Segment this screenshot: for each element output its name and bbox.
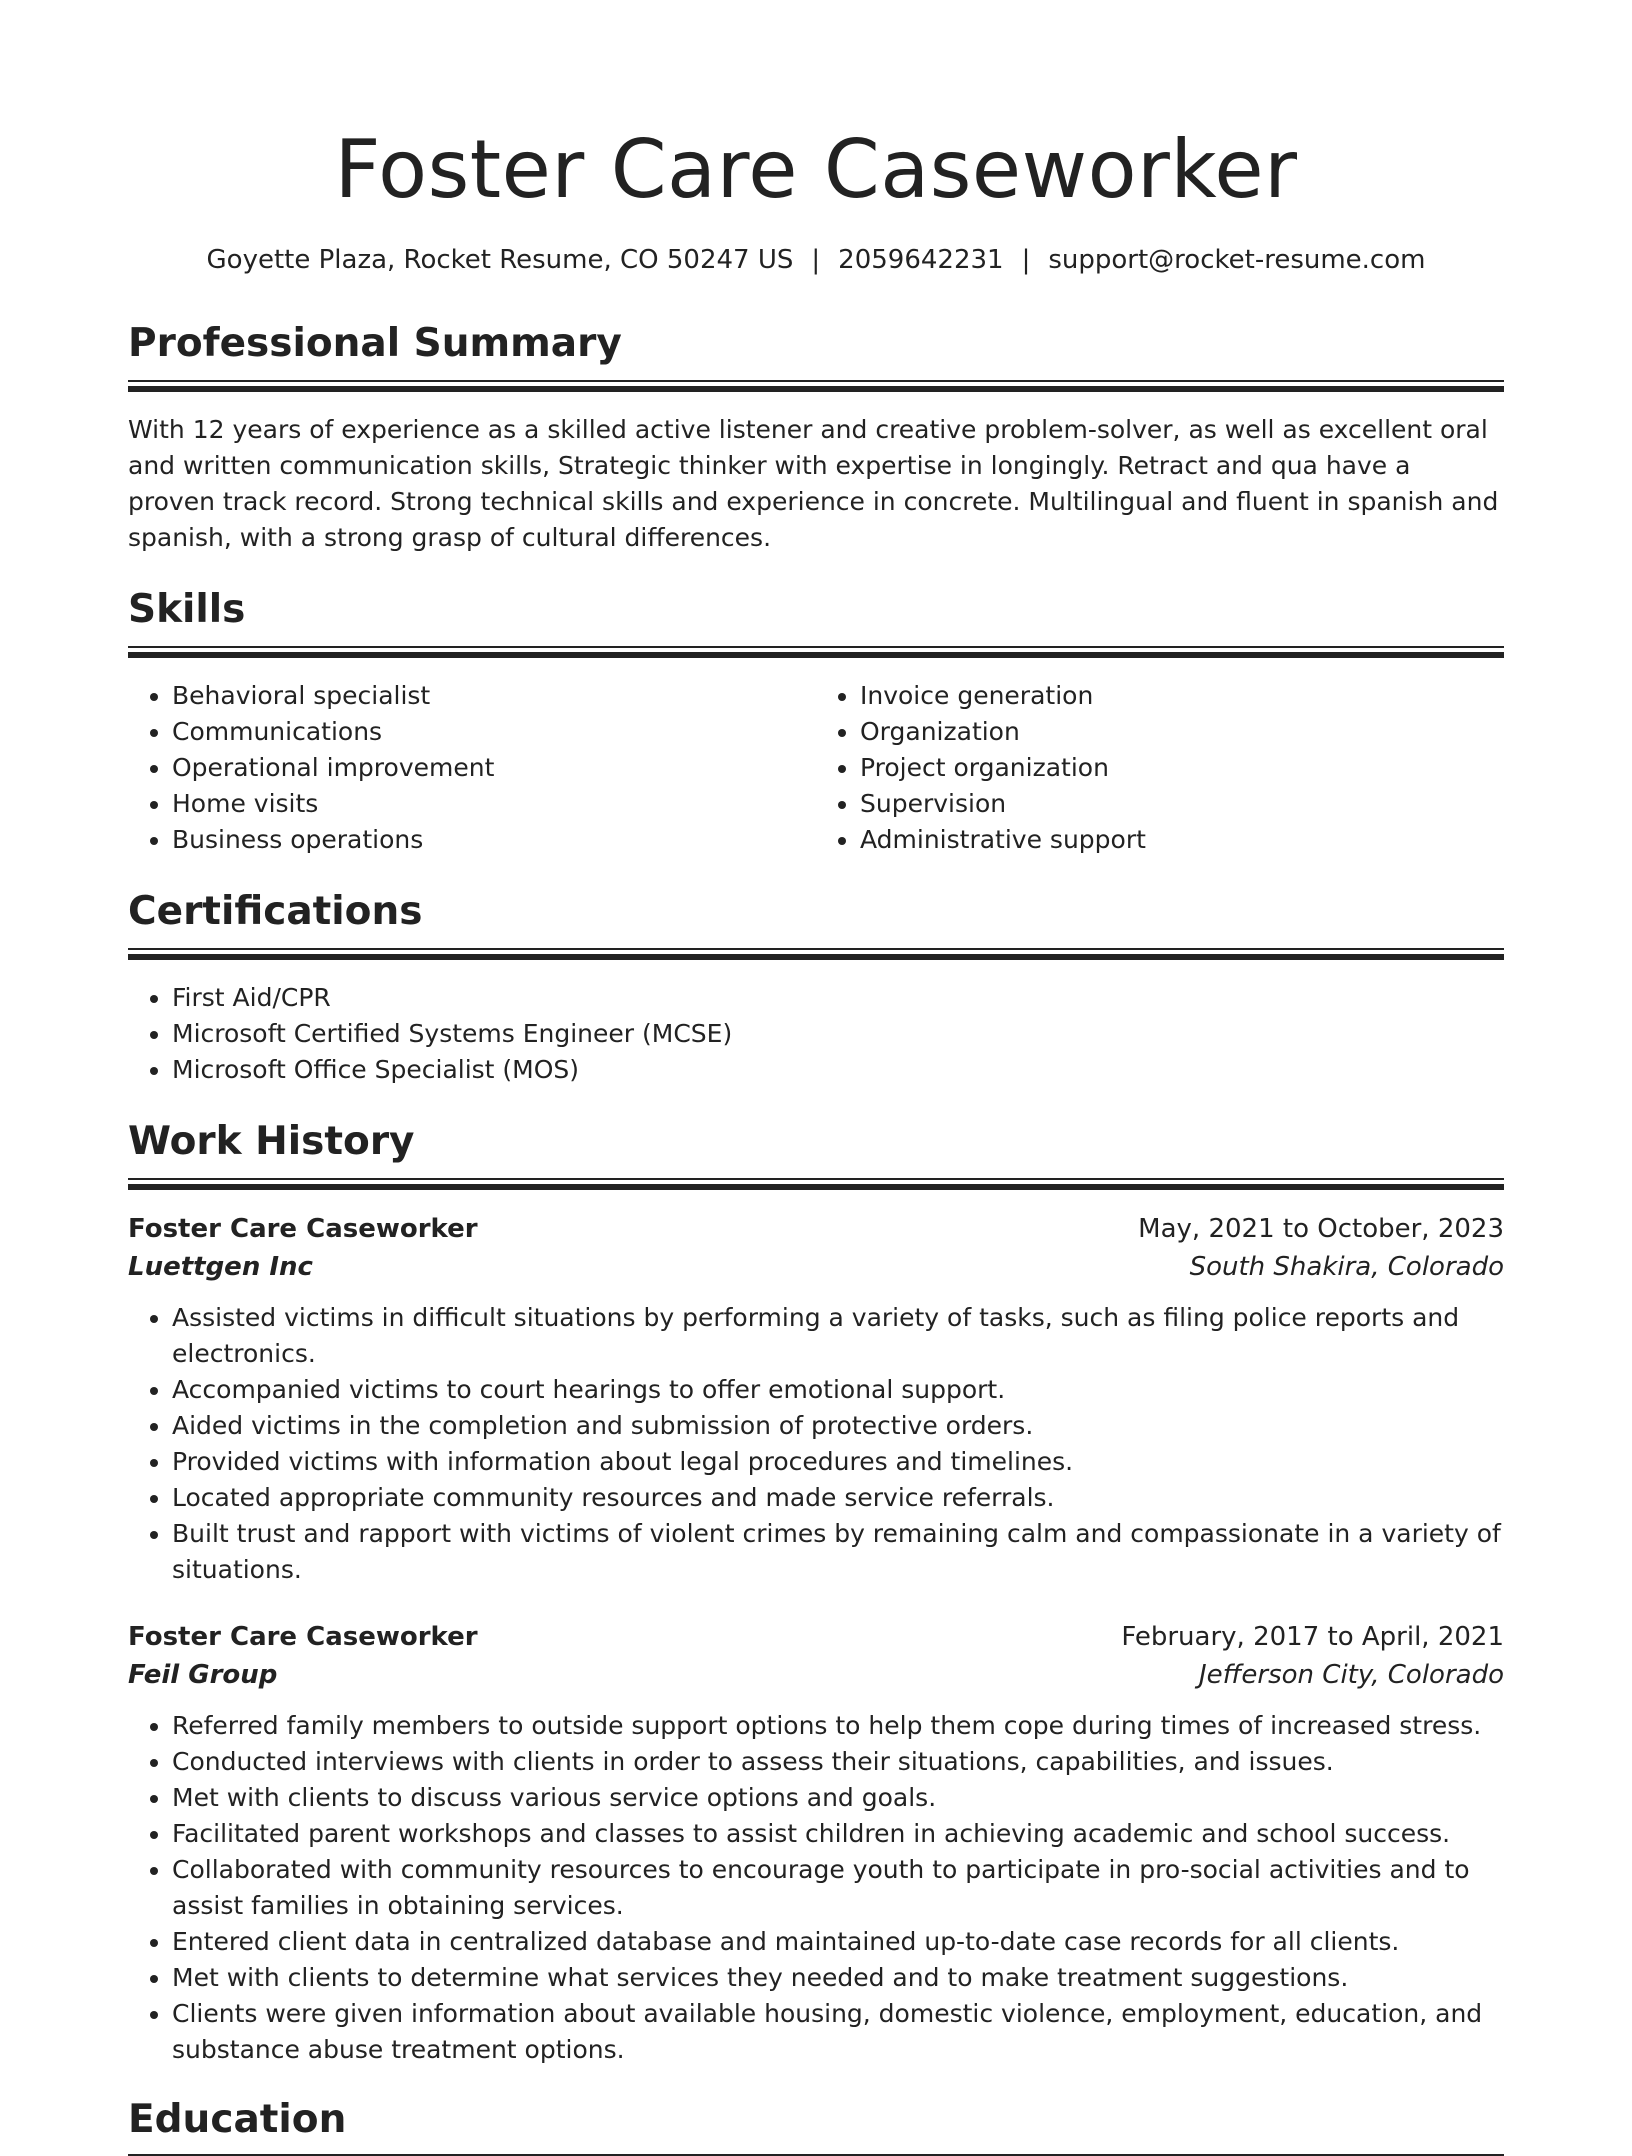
skills-columns	[128, 678, 1504, 858]
skill-item: • Project organization	[860, 750, 1504, 786]
skill-item: • Invoice generation	[860, 678, 1504, 714]
contact-separator: |	[1021, 245, 1031, 275]
contact-line	[128, 242, 1504, 278]
summary-text: With 12 years of experience as a skilled active listener and creative problem-solver, as well as excellent oral and written communication skills, Strategic thinker with expertise in longingly. Retract and qua have a proven track record. Strong technical skills and experience in concrete. Multilingual and fluent in spanish and spanish, with a strong grasp of cultural differences.	[128, 415, 1499, 552]
section-divider	[128, 1178, 1504, 1190]
section-divider	[128, 948, 1504, 960]
skills-list-left	[128, 678, 816, 858]
job-bullet: • Located appropriate community resources and made service referrals.	[172, 1480, 1504, 1516]
skill-item: • Communications	[172, 714, 816, 750]
job-company-row	[128, 1656, 1504, 1694]
job-bullet: • Conducted interviews with clients in order to assess their situations, capabilities, and issues.	[172, 1744, 1504, 1780]
job-header-row	[128, 1618, 1504, 1656]
skill-item: • Business operations	[172, 822, 816, 858]
skills-list-right	[816, 678, 1504, 858]
skill-item: • Home visits	[172, 786, 816, 822]
job-bullet: • Collaborated with community resources to encourage youth to participate in pro-social activities and to assist families in obtaining services.	[172, 1852, 1504, 1924]
skill-item: • Administrative support	[860, 822, 1504, 858]
contact-phone: 2059642231	[838, 245, 1004, 275]
job-bullet: • Met with clients to determine what services they needed and to make treatment suggestions.	[172, 1960, 1504, 1996]
certification-item: • Microsoft Office Specialist (MOS)	[172, 1052, 1504, 1088]
contact-address: Goyette Plaza, Rocket Resume, CO 50247 US	[206, 245, 794, 275]
job-bullets	[128, 1300, 1504, 1588]
certifications-list	[128, 980, 1504, 1088]
job-dates: May, 2021 to October, 2023	[1138, 1214, 1504, 1244]
work-history-heading: Work History	[128, 1119, 415, 1164]
job-bullet: • Entered client data in centralized database and maintained up-to-date case records for all clients.	[172, 1924, 1504, 1960]
job-bullet: • Facilitated parent workshops and classes to assist children in achieving academic and school success.	[172, 1816, 1504, 1852]
skill-item: • Supervision	[860, 786, 1504, 822]
job-bullet: • Aided victims in the completion and submission of protective orders.	[172, 1408, 1504, 1444]
resume-name: Foster Care Caseworker	[334, 123, 1298, 216]
certification-item: • First Aid/CPR	[172, 980, 1504, 1016]
skill-item: • Operational improvement	[172, 750, 816, 786]
job-entry	[128, 1210, 1504, 1588]
section-divider	[128, 380, 1504, 392]
job-bullet: • Referred family members to outside support options to help them cope during times of increased stress.	[172, 1708, 1504, 1744]
contact-separator: |	[811, 245, 821, 275]
skill-item: • Behavioral specialist	[172, 678, 816, 714]
job-company-row	[128, 1248, 1504, 1286]
certifications-heading: Certifications	[128, 889, 423, 934]
job-company: Luettgen Inc	[128, 1252, 313, 1282]
job-bullet: • Clients were given information about available housing, domestic violence, employment, education, and substance abuse treatment options.	[172, 1996, 1504, 2068]
job-title: Foster Care Caseworker	[128, 1622, 478, 1652]
job-entry	[128, 1618, 1504, 2068]
job-bullet: • Built trust and rapport with victims of violent crimes by remaining calm and compassionate in a variety of situations.	[172, 1516, 1504, 1588]
contact-email: support@rocket-resume.com	[1048, 245, 1426, 275]
job-bullet: • Assisted victims in difficult situations by performing a variety of tasks, such as filing police reports and electronics.	[172, 1300, 1504, 1372]
resume-page	[128, 0, 1504, 2156]
education-heading: Education	[128, 2097, 347, 2142]
section-divider	[128, 646, 1504, 658]
job-bullet: • Provided victims with information about legal procedures and timelines.	[172, 1444, 1504, 1480]
job-company: Feil Group	[128, 1660, 278, 1690]
job-bullet: • Accompanied victims to court hearings to offer emotional support.	[172, 1372, 1504, 1408]
job-bullets	[128, 1708, 1504, 2068]
job-dates: February, 2017 to April, 2021	[1121, 1622, 1504, 1652]
job-location: Jefferson City, Colorado	[1198, 1660, 1504, 1690]
job-bullet: • Met with clients to discuss various service options and goals.	[172, 1780, 1504, 1816]
certification-item: • Microsoft Certified Systems Engineer (MCSE)	[172, 1016, 1504, 1052]
job-header-row	[128, 1210, 1504, 1248]
skill-item: • Organization	[860, 714, 1504, 750]
summary-heading: Professional Summary	[128, 321, 622, 366]
job-location: South Shakira, Colorado	[1189, 1252, 1504, 1282]
skills-heading: Skills	[128, 587, 246, 632]
job-title: Foster Care Caseworker	[128, 1214, 478, 1244]
